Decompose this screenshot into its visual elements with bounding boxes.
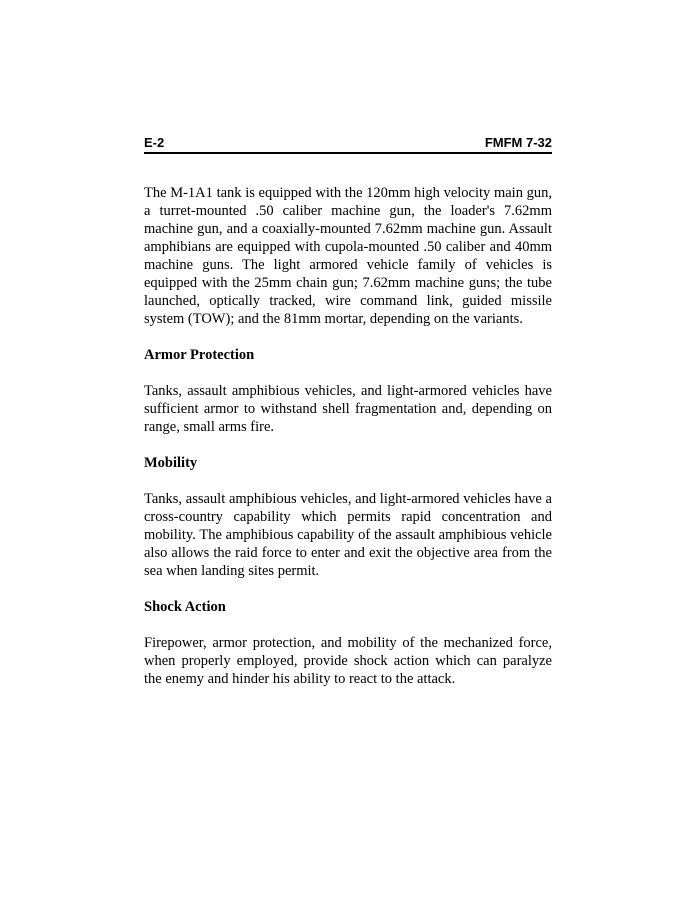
page-number: E-2 [144,135,165,150]
page-header [144,134,552,154]
section-text-shock-action: Firepower, armor protection, and mobility of the mechanized force, when properly employed, provide shock action which can paralyze the enemy and hinder his ability to react to the attack. [144,635,552,687]
intro-paragraph: The M-1A1 tank is equipped with the 120mm high velocity main gun, a turret-mounted .50 caliber machine gun, the loader's 7.62mm machine gun, and a coaxially-mounted 7.62mm machine gun. Assault amphibians are equipped with cupola-mounted .50 caliber and 40mm machine guns. The light armored vehicle family of vehicles is equipped with the 25mm chain gun; 7.62mm machine guns; the tube launched, optically tracked, wire command link, guided missile system (TOW); and the 81mm mortar, depending on the variants. [144,185,552,327]
section-text-mobility: Tanks, assault amphibious vehicles, and light-armored vehicles have a cross-country capability which permits rapid concentration and mobility. The amphibious capability of the assault amphibious vehicle also allows the raid force to enter and exit the objective area from the sea when landing sites permit. [144,491,552,579]
section-heading-shock-action: Shock Action [144,599,226,615]
page-body [144,184,552,688]
document-id: FMFM 7-32 [484,135,552,150]
section-text-armor-protection: Tanks, assault amphibious vehicles, and light-armored vehicles have sufficient armor to withstand shell fragmentation and, depending on range, small arms fire. [144,383,552,435]
section-heading-mobility: Mobility [144,455,198,471]
section-heading-armor-protection: Armor Protection [144,347,255,363]
